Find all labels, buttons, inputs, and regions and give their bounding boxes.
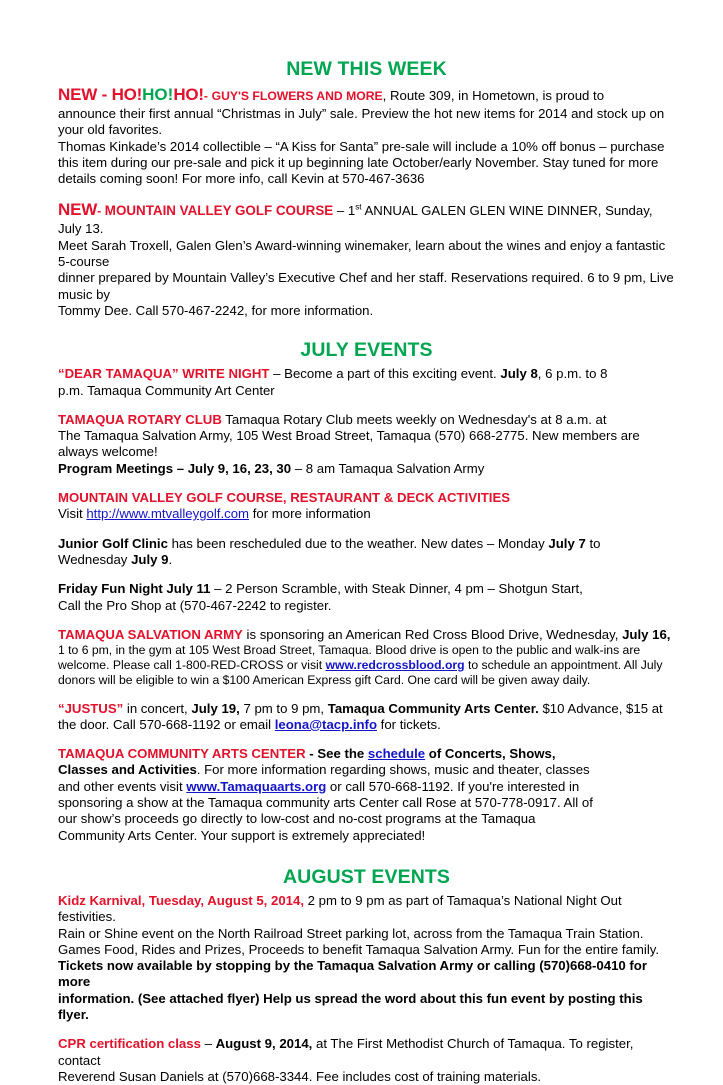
paragraph-salvation-army-blood-drive [58, 627, 675, 688]
guys-flowers-line6: details coming soon! For more info, call Kevin at 570-467-3636 [58, 171, 425, 187]
arts-center-line5: our show’s proceeds go directly to low-cost and no-cost programs at the Tamaqua [58, 811, 536, 827]
cpr-date: August 9, 2014, [215, 1036, 313, 1052]
paragraph-mountain-valley-wine-dinner [58, 200, 675, 319]
rotary-program-meetings [58, 461, 675, 477]
link-mtvalleygolf[interactable]: http://www.mtvalleygolf.com [86, 506, 250, 522]
heading-kidz-karnival: Kidz Karnival, Tuesday, August 5, 2014, [58, 892, 304, 908]
kidz-karnival-line1: 2 pm to 9 pm as part of Tamaqua’s National Night Out festivities. [58, 892, 622, 925]
write-night-body-2: , 6 p.m. to 8 [537, 366, 608, 382]
arts-center-line3-post: or call 570-668-1192. If you're interested in [326, 778, 580, 794]
cpr-body-1: – [200, 1036, 216, 1052]
lead-dash: - [203, 89, 208, 103]
rotary-program-rest: – 8 am Tamaqua Salvation Army [291, 460, 485, 476]
kidz-karnival-line2: Rain or Shine event on the North Railroad Street parking lot, across from the Tamaqua Train Station. [58, 925, 644, 941]
guys-flowers-line2: announce their first annual “Christmas in July” sale. Preview the hot new items for 2014 and stock up on [58, 105, 665, 121]
lead-new-mountain-valley: NEW [58, 200, 98, 220]
link-tamaquaarts[interactable]: www.Tamaquaarts.org [186, 778, 327, 794]
paragraph-friday-fun-night [58, 581, 675, 614]
salvation-army-line3-post: to schedule an appointment. All July [464, 657, 663, 672]
kidz-karnival-line3: Games Food, Rides and Prizes, Proceeds to benefit Tamaqua Salvation Army. Fun for the entire family. [58, 941, 660, 957]
arts-center-line3-pre: and other events visit [58, 778, 187, 794]
arts-center-line2 [58, 762, 675, 778]
mountain-valley-line4: Tommy Dee. Call 570-467-2242, for more information. [58, 302, 374, 318]
arts-center-line2-rest: . For more information regarding shows, music and theater, classes [196, 762, 590, 778]
heading-write-night: “DEAR TAMAQUA” WRITE NIGHT [58, 366, 270, 382]
write-night-date: July 8 [500, 366, 538, 382]
write-night-line2: p.m. Tamaqua Community Art Center [58, 382, 275, 398]
lead-dash-mountain-valley: - [97, 204, 102, 219]
cpr-body-2: at The First Methodist Church of Tamaqua. To register, contact [58, 1036, 634, 1068]
link-redcrossblood[interactable]: www.redcrossblood.org [325, 657, 465, 672]
rotary-line2: The Tamaqua Salvation Army, 105 West Broad Street, Tamaqua (570) 668-2775. New members are [58, 428, 640, 444]
junior-clinic-line2-post: . [168, 551, 173, 567]
salvation-army-line1: is sponsoring an American Red Cross Blood Drive, Wednesday, [242, 626, 623, 642]
link-schedule[interactable]: schedule [367, 746, 426, 762]
heading-golf-activities: MOUNTAIN VALLEY GOLF COURSE, RESTAURANT & DECK ACTIVITIES [58, 490, 511, 506]
mountain-valley-line1: ANNUAL GALEN GLEN WINE DINNER, Sunday, July 13. [58, 203, 653, 237]
arts-center-dash-see: - See the [305, 746, 368, 762]
justus-line2-pre: the door. Call 570-668-1192 or email [58, 716, 275, 732]
salvation-army-line2: 1 to 6 pm, in the gym at 105 West Broad Street, Tamaqua. Blood drive is open to the public and walk-ins are [58, 643, 641, 658]
label-junior-golf-clinic: Junior Golf Clinic [58, 535, 168, 551]
arts-center-line2-bold: Classes and Activities [58, 762, 197, 778]
business-name-mountain-valley: MOUNTAIN VALLEY GOLF COURSE [104, 203, 334, 219]
friday-fun-body-1: – 2 Person Scramble, with Steak Dinner, 4 pm – Shotgun Start, [210, 581, 583, 597]
heading-rotary-club: TAMAQUA ROTARY CLUB [58, 411, 222, 427]
salvation-army-line3-pre: welcome. Please call 1-800-RED-CROSS or visit [58, 657, 326, 672]
heading-salvation-army: TAMAQUA SALVATION ARMY [58, 626, 243, 642]
mountain-valley-after-dash: – 1 [336, 203, 356, 219]
section-heading-august-events: AUGUST EVENTS [282, 865, 451, 888]
paragraph-junior-golf-clinic [58, 536, 675, 569]
label-friday-fun-night: Friday Fun Night July 11 [58, 581, 211, 597]
guys-flowers-line1: , Route 309, in Hometown, is proud to [382, 88, 605, 103]
justus-venue: Tamaqua Community Arts Center. [327, 700, 539, 716]
justus-line2 [58, 717, 675, 733]
salvation-army-line4: donors will be eligible to win a $100 American Express gift Card. One card will be given away daily. [58, 672, 591, 687]
heading-justus: “JUSTUS” [58, 700, 124, 716]
salvation-army-line3 [58, 658, 675, 673]
justus-body-1: in concert, [123, 700, 192, 716]
guys-flowers-line4: Thomas Kinkade’s 2014 collectible – “A Kiss for Santa” pre-sale will include a 10% off bonus – purchase [58, 138, 665, 154]
ordinal-suffix: st [355, 203, 362, 213]
lead-ho-green: HO! [142, 85, 174, 104]
lead-new-ho: NEW - HO! [58, 85, 143, 104]
business-name-guys-flowers: GUY'S FLOWERS AND MORE [211, 89, 383, 103]
lead-ho-red: HO! [173, 85, 204, 104]
mountain-valley-line3: dinner prepared by Mountain Valley’s Executive Chef and her staff. Reservations required. 6 to 9 pm, Live music by [58, 270, 674, 302]
justus-body-2: 7 pm to 9 pm, [239, 700, 328, 716]
junior-clinic-line2-pre: Wednesday [58, 551, 132, 567]
write-night-body-1: – Become a part of this exciting event. [269, 366, 501, 382]
golf-visit-line [58, 506, 675, 522]
kidz-karnival-line4: Tickets now available by stopping by the Tamaqua Salvation Army or calling (570)668-0410 for more [58, 958, 647, 990]
arts-center-line3 [58, 779, 675, 795]
paragraph-cpr-class [58, 1036, 675, 1085]
rotary-line1: Tamaqua Rotary Club meets weekly on Wednesday's at 8 a.m. at [221, 411, 607, 427]
arts-center-line4: sponsoring a show at the Tamaqua community arts Center call Rose at 570-778-0917. All of [58, 795, 593, 811]
cpr-line2: Reverend Susan Daniels at (570)668-3344. Fee includes cost of training materials. [58, 1068, 542, 1084]
junior-clinic-date-1: July 7 [548, 535, 586, 551]
paragraph-justus-concert [58, 701, 675, 734]
paragraph-guys-flowers [58, 85, 675, 187]
paragraph-rotary-club [58, 412, 675, 477]
section-heading-new-this-week: NEW THIS WEEK [286, 58, 447, 80]
rotary-line3: always welcome! [58, 444, 158, 460]
paragraph-golf-activities [58, 490, 675, 523]
guys-flowers-line3: your old favorites. [58, 122, 163, 138]
golf-visit-post: for more information [249, 506, 371, 522]
link-email-leona[interactable]: leona@tacp.info [274, 716, 377, 732]
junior-clinic-date-2: July 9 [131, 551, 169, 567]
kidz-karnival-line5: information. (See attached flyer) Help us spread the word about this fun event by posting this flyer. [58, 990, 643, 1022]
justus-date: July 19, [191, 700, 240, 716]
friday-fun-line2: Call the Pro Shop at (570-467-2242 to register. [58, 597, 332, 613]
justus-body-3: $10 Advance, $15 at [538, 700, 663, 716]
junior-clinic-line2 [58, 552, 675, 568]
junior-clinic-body-1: has been rescheduled due to the weather. New dates – Monday [167, 535, 549, 551]
junior-clinic-body-2: to [585, 535, 601, 551]
arts-center-line6: Community Arts Center. Your support is extremely appreciated! [58, 827, 426, 843]
arts-center-after-link: of Concerts, Shows, [425, 746, 556, 762]
paragraph-write-night [58, 366, 675, 399]
golf-visit-pre: Visit [58, 506, 87, 522]
rotary-program-label: Program Meetings – July 9, 16, 23, 30 [58, 460, 292, 476]
heading-arts-center: TAMAQUA COMMUNITY ARTS CENTER [58, 746, 306, 762]
paragraph-kidz-karnival [58, 893, 675, 1023]
justus-line2-post: for tickets. [377, 716, 441, 732]
salvation-army-date: July 16, [622, 626, 671, 642]
mountain-valley-line2: Meet Sarah Troxell, Galen Glen’s Award-winning winemaker, learn about the wines and enjoy a fantastic 5-course [58, 237, 666, 270]
guys-flowers-line5: this item during our pre-sale and pick it up beginning late October/early November. Stay tuned for more [58, 154, 659, 170]
section-heading-july-events: JULY EVENTS [300, 339, 433, 362]
paragraph-arts-center [58, 746, 675, 844]
heading-cpr-class: CPR certification class [58, 1036, 201, 1052]
